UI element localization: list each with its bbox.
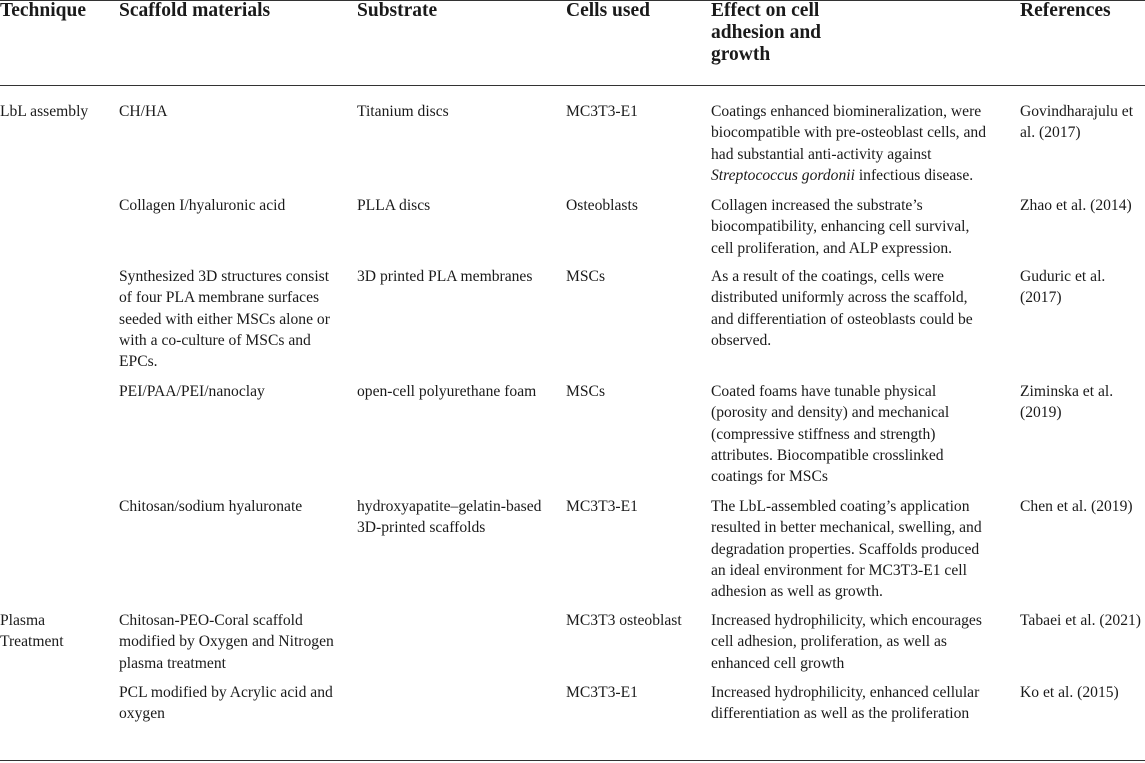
header-rule <box>0 85 1145 86</box>
row-4-scaffold: Chitosan/sodium hyaluronate <box>119 498 303 515</box>
row-0-effect-species: Streptococcus gordonii <box>711 166 855 184</box>
row-3-reference: Ziminska et al. (2019) <box>1020 383 1114 422</box>
row-3-cells: MSCs <box>566 383 606 400</box>
row-4-effect: The LbL-assembled coating’s application resulted in better mechanical, swelling, and degradation properties. Scaffolds produced an ideal environment for MC3T3-E1 cell adhesion as well as growth. <box>711 498 982 601</box>
row-3-substrate: open-cell polyurethane foam <box>357 383 537 400</box>
row-6-reference: Ko et al. (2015) <box>1020 684 1119 701</box>
row-0-reference: Govindharajulu et al. (2017) <box>1020 103 1134 142</box>
row-5-reference: Tabaei et al. (2021) <box>1020 612 1142 629</box>
row-0-effect-tail: infectious disease. <box>854 166 974 184</box>
row-0-scaffold: CH/HA <box>119 103 168 120</box>
row-5-scaffold: Chitosan-PEO-Coral scaffold modified by Oxygen and Nitrogen plasma treatment <box>119 612 334 672</box>
row-2-substrate: 3D printed PLA membranes <box>357 268 533 285</box>
row-4-cells: MC3T3-E1 <box>566 498 638 515</box>
row-4-reference: Chen et al. (2019) <box>1020 498 1133 515</box>
header-cells-used: Cells used <box>566 0 650 21</box>
technique-lbl-assembly: LbL assembly <box>0 103 89 120</box>
row-0-effect <box>711 101 993 186</box>
row-0-substrate: Titanium discs <box>357 103 449 120</box>
header-scaffold-materials: Scaffold materials <box>119 0 271 21</box>
row-5-cells: MC3T3 osteoblast <box>566 612 682 629</box>
row-0-effect-text: Coatings enhanced biomineralization, were biocompatible with pre-osteoblast cells, and had substantial anti-activity against <box>711 103 986 163</box>
row-3-effect: Coated foams have tunable physical (porosity and density) and mechanical (compressive stiffness and strength) attributes. Biocompatible crosslinked coatings for MSCs <box>711 383 950 486</box>
row-2-scaffold: Synthesized 3D structures consist of four PLA membrane surfaces seeded with either MSCs alone or with a co-culture of MSCs and EPCs. <box>119 268 330 371</box>
row-1-cells: Osteoblasts <box>566 197 638 214</box>
header-effect: Effect on cell adhesion and growth <box>711 0 822 65</box>
header-substrate: Substrate <box>357 0 438 21</box>
row-2-reference: Guduric et al. (2017) <box>1020 268 1106 307</box>
row-6-scaffold: PCL modified by Acrylic acid and oxygen <box>119 684 333 723</box>
row-5-effect: Increased hydrophilicity, which encourages cell adhesion, proliferation, as well as enhanced cell growth <box>711 612 982 672</box>
header-technique: Technique <box>0 0 86 21</box>
row-4-substrate: hydroxyapatite–gelatin-based 3D-printed scaffolds <box>357 498 542 537</box>
row-0-cells: MC3T3-E1 <box>566 103 638 120</box>
row-1-reference: Zhao et al. (2014) <box>1020 197 1132 214</box>
row-6-effect: Increased hydrophilicity, enhanced cellular differentiation as well as the proliferation <box>711 684 980 723</box>
header-references: References <box>1020 0 1111 21</box>
row-2-cells: MSCs <box>566 268 606 285</box>
row-1-scaffold: Collagen I/hyaluronic acid <box>119 197 286 214</box>
row-2-effect: As a result of the coatings, cells were distributed uniformly across the scaffold, and differentiation of osteoblasts could be observed. <box>711 268 973 349</box>
row-6-cells: MC3T3-E1 <box>566 684 638 701</box>
row-1-effect: Collagen increased the substrate’s biocompatibility, enhancing cell survival, cell proliferation, and ALP expression. <box>711 197 970 257</box>
row-1-substrate: PLLA discs <box>357 197 431 214</box>
row-3-scaffold: PEI/PAA/PEI/nanoclay <box>119 383 265 400</box>
technique-plasma-treatment: Plasma Treatment <box>0 612 64 651</box>
bottom-rule <box>0 760 1145 761</box>
